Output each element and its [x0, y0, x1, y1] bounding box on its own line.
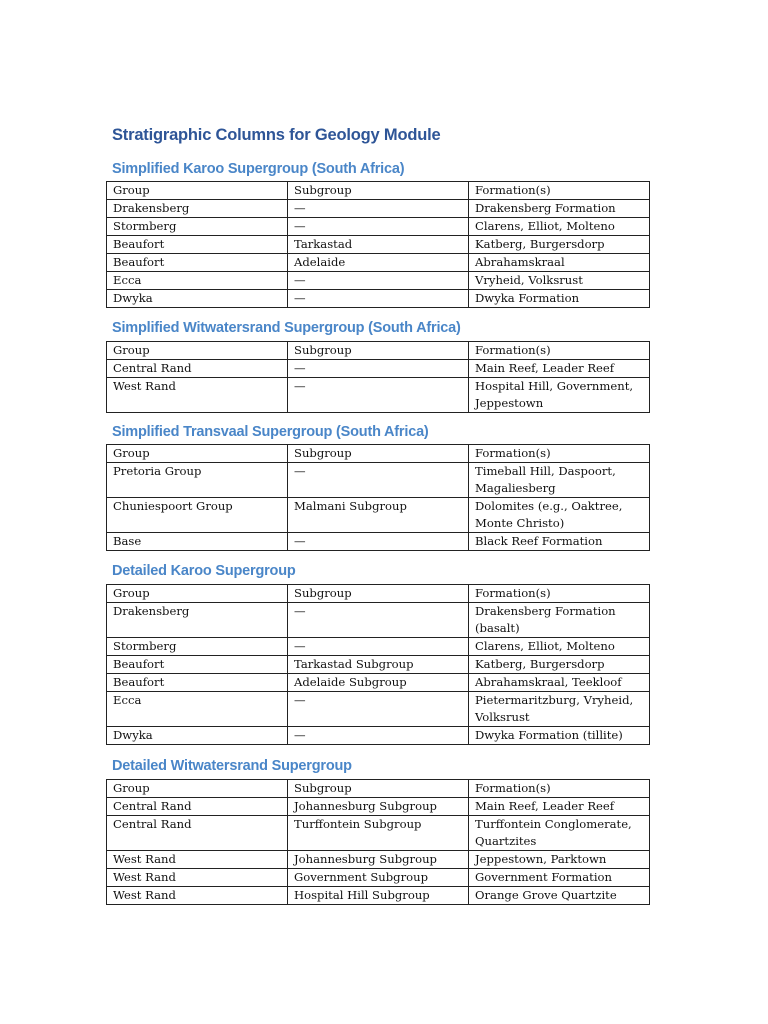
table-cell: Stormberg — [107, 218, 288, 236]
table-cell: — — [288, 603, 469, 638]
table-cell: West Rand — [107, 887, 288, 905]
section-heading: Detailed Karoo Supergroup — [112, 563, 296, 579]
table-cell: Stormberg — [107, 638, 288, 656]
table-cell: Tarkastad — [288, 236, 469, 254]
table-cell: Dwyka Formation — [469, 290, 650, 308]
table-header-row — [107, 342, 650, 360]
table-cell: — — [288, 533, 469, 551]
table-cell: Drakensberg — [107, 200, 288, 218]
table-cell: Black Reef Formation — [469, 533, 650, 551]
table-cell: Beaufort — [107, 236, 288, 254]
table-row — [107, 692, 650, 727]
table-cell: — — [288, 290, 469, 308]
table-cell: — — [288, 272, 469, 290]
table-cell: Beaufort — [107, 254, 288, 272]
table-cell: Jeppestown, Parktown — [469, 851, 650, 869]
document-title: Stratigraphic Columns for Geology Module — [112, 126, 441, 144]
stratigraphy-table — [106, 341, 650, 413]
table-row — [107, 533, 650, 551]
column-header: Group — [107, 780, 288, 798]
table-cell: Hospital Hill Subgroup — [288, 887, 469, 905]
section-heading: Detailed Witwatersrand Supergroup — [112, 758, 352, 774]
table-header-row — [107, 445, 650, 463]
table-row — [107, 218, 650, 236]
column-header: Formation(s) — [469, 780, 650, 798]
table-cell: Drakensberg Formation (basalt) — [469, 603, 650, 638]
table-row — [107, 236, 650, 254]
table-cell: Malmani Subgroup — [288, 498, 469, 533]
table-row — [107, 200, 650, 218]
table-header-row — [107, 780, 650, 798]
column-header: Subgroup — [288, 182, 469, 200]
table-cell: Dwyka Formation (tillite) — [469, 727, 650, 745]
table-row — [107, 869, 650, 887]
table-cell: Adelaide — [288, 254, 469, 272]
column-header: Subgroup — [288, 445, 469, 463]
table-cell: Dwyka — [107, 290, 288, 308]
column-header: Formation(s) — [469, 445, 650, 463]
table-cell: West Rand — [107, 851, 288, 869]
table-cell: Katberg, Burgersdorp — [469, 656, 650, 674]
table-section — [106, 423, 649, 551]
table-cell: Orange Grove Quartzite — [469, 887, 650, 905]
stratigraphy-table — [106, 584, 650, 745]
table-cell: Adelaide Subgroup — [288, 674, 469, 692]
table-row — [107, 638, 650, 656]
table-cell: Drakensberg Formation — [469, 200, 650, 218]
table-cell: Base — [107, 533, 288, 551]
column-header: Subgroup — [288, 585, 469, 603]
column-header: Group — [107, 445, 288, 463]
table-cell: Tarkastad Subgroup — [288, 656, 469, 674]
table-row — [107, 851, 650, 869]
table-cell: Abrahamskraal, Teekloof — [469, 674, 650, 692]
table-section — [106, 319, 649, 413]
column-header: Formation(s) — [469, 342, 650, 360]
sections-container — [106, 160, 649, 905]
table-row — [107, 272, 650, 290]
table-cell: Main Reef, Leader Reef — [469, 798, 650, 816]
table-row — [107, 674, 650, 692]
column-header: Group — [107, 585, 288, 603]
table-cell: — — [288, 218, 469, 236]
section-heading: Simplified Transvaal Supergroup (South Africa) — [112, 424, 429, 440]
table-cell: — — [288, 727, 469, 745]
table-cell: Beaufort — [107, 674, 288, 692]
column-header: Group — [107, 182, 288, 200]
document-page — [106, 124, 649, 905]
table-row — [107, 816, 650, 851]
table-cell: Beaufort — [107, 656, 288, 674]
table-cell: — — [288, 200, 469, 218]
table-row — [107, 463, 650, 498]
table-cell: Katberg, Burgersdorp — [469, 236, 650, 254]
stratigraphy-table — [106, 444, 650, 551]
column-header: Group — [107, 342, 288, 360]
table-cell: Dwyka — [107, 727, 288, 745]
table-cell: — — [288, 638, 469, 656]
table-cell: — — [288, 378, 469, 413]
table-cell: Central Rand — [107, 798, 288, 816]
table-cell: Turffontein Subgroup — [288, 816, 469, 851]
table-cell: Chuniespoort Group — [107, 498, 288, 533]
table-row — [107, 798, 650, 816]
table-header-row — [107, 585, 650, 603]
table-header-row — [107, 182, 650, 200]
table-section — [106, 757, 649, 905]
table-row — [107, 603, 650, 638]
table-cell: Main Reef, Leader Reef — [469, 360, 650, 378]
section-heading: Simplified Witwatersrand Supergroup (South Africa) — [112, 320, 461, 336]
section-heading: Simplified Karoo Supergroup (South Africa) — [112, 161, 405, 177]
table-cell: Turffontein Conglomerate, Quartzites — [469, 816, 650, 851]
table-row — [107, 656, 650, 674]
table-cell: Vryheid, Volksrust — [469, 272, 650, 290]
table-cell: Government Subgroup — [288, 869, 469, 887]
table-row — [107, 290, 650, 308]
column-header: Subgroup — [288, 342, 469, 360]
table-cell: West Rand — [107, 869, 288, 887]
table-cell: Timeball Hill, Daspoort, Magaliesberg — [469, 463, 650, 498]
table-cell: Clarens, Elliot, Molteno — [469, 218, 650, 236]
table-cell: Johannesburg Subgroup — [288, 851, 469, 869]
table-section — [106, 160, 649, 308]
table-section — [106, 562, 649, 745]
table-cell: Drakensberg — [107, 603, 288, 638]
table-cell: Government Formation — [469, 869, 650, 887]
table-row — [107, 378, 650, 413]
table-cell: Pietermaritzburg, Vryheid, Volksrust — [469, 692, 650, 727]
table-cell: Central Rand — [107, 360, 288, 378]
column-header: Formation(s) — [469, 585, 650, 603]
table-cell: Ecca — [107, 692, 288, 727]
table-row — [107, 498, 650, 533]
table-cell: — — [288, 463, 469, 498]
table-cell: Ecca — [107, 272, 288, 290]
table-cell: Johannesburg Subgroup — [288, 798, 469, 816]
stratigraphy-table — [106, 779, 650, 905]
table-cell: Dolomites (e.g., Oaktree, Monte Christo) — [469, 498, 650, 533]
table-cell: — — [288, 360, 469, 378]
table-cell: Abrahamskraal — [469, 254, 650, 272]
table-cell: — — [288, 692, 469, 727]
table-cell: Pretoria Group — [107, 463, 288, 498]
column-header: Formation(s) — [469, 182, 650, 200]
column-header: Subgroup — [288, 780, 469, 798]
stratigraphy-table — [106, 181, 650, 308]
table-row — [107, 360, 650, 378]
table-row — [107, 887, 650, 905]
table-row — [107, 254, 650, 272]
table-cell: Hospital Hill, Government, Jeppestown — [469, 378, 650, 413]
table-row — [107, 727, 650, 745]
table-cell: Central Rand — [107, 816, 288, 851]
table-cell: West Rand — [107, 378, 288, 413]
table-cell: Clarens, Elliot, Molteno — [469, 638, 650, 656]
